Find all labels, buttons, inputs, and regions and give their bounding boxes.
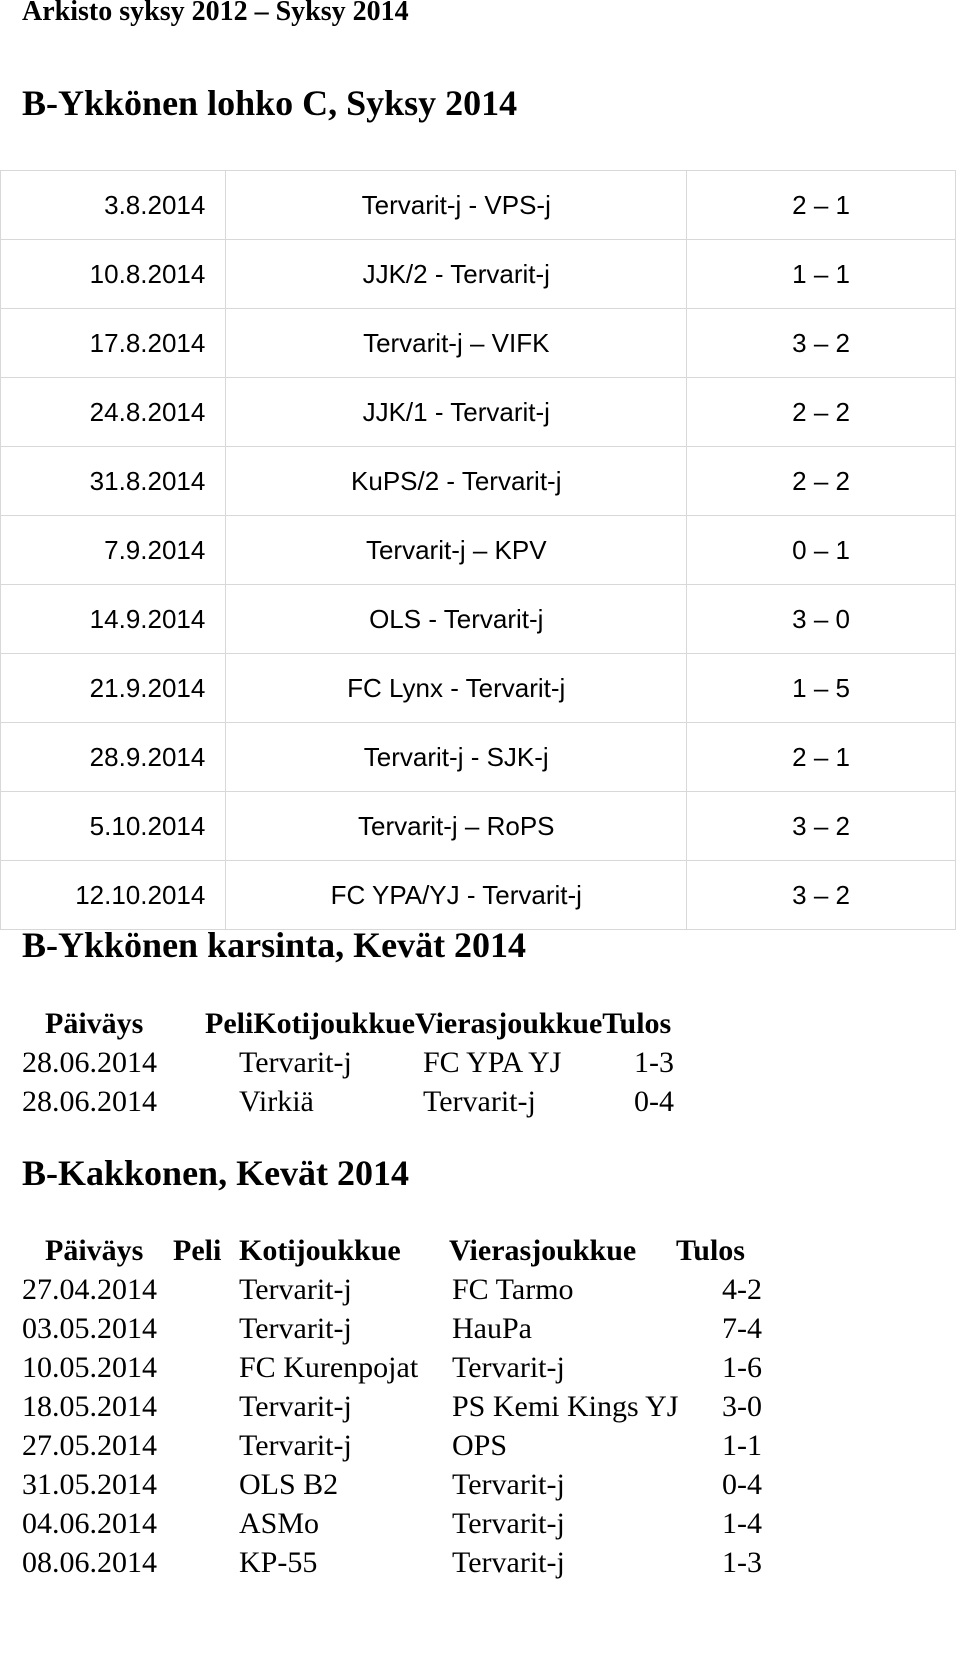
home-team: Tervarit-j: [239, 1046, 352, 1079]
match-teams: JJK/2 - Tervarit-j: [226, 240, 687, 309]
match-result: 1-4: [722, 1507, 762, 1540]
match-date: 31.8.2014: [1, 447, 226, 516]
away-team: FC YPA YJ: [423, 1046, 562, 1079]
match-date: 18.05.2014: [22, 1390, 157, 1423]
match-score: 3 – 2: [687, 792, 956, 861]
home-team: Tervarit-j: [239, 1273, 352, 1306]
match-score: 1 – 5: [687, 654, 956, 723]
section-title-b-kakkonen: B-Kakkonen, Kevät 2014: [22, 1153, 410, 1193]
table-row: [1, 585, 956, 654]
match-date: 12.10.2014: [1, 861, 226, 930]
match-date: 5.10.2014: [1, 792, 226, 861]
match-score: 2 – 1: [687, 171, 956, 240]
match-teams: OLS - Tervarit-j: [226, 585, 687, 654]
table-row: [22, 1426, 762, 1465]
match-result: 7-4: [722, 1312, 762, 1345]
table-row: [1, 171, 956, 240]
page-title: Arkisto syksy 2012 – Syksy 2014: [22, 0, 409, 27]
away-team: Tervarit-j: [452, 1507, 565, 1540]
match-teams: Tervarit-j - VPS-j: [226, 171, 687, 240]
match-date: 28.06.2014: [22, 1046, 157, 1079]
match-score: 3 – 0: [687, 585, 956, 654]
match-date: 10.05.2014: [22, 1351, 157, 1384]
header-vierasjoukkue: Vierasjoukkue: [449, 1234, 637, 1267]
match-score: 2 – 1: [687, 723, 956, 792]
match-teams: KuPS/2 - Tervarit-j: [226, 447, 687, 516]
match-date: 17.8.2014: [1, 309, 226, 378]
table-row: [1, 309, 956, 378]
match-result: 1-3: [722, 1546, 762, 1579]
match-date: 31.05.2014: [22, 1468, 157, 1501]
away-team: Tervarit-j: [452, 1351, 565, 1384]
home-team: KP-55: [239, 1546, 318, 1579]
match-teams: Tervarit-j – VIFK: [226, 309, 687, 378]
match-result: 0-4: [634, 1085, 674, 1118]
home-team: OLS B2: [239, 1468, 339, 1501]
karsinta-table: [22, 1004, 674, 1121]
match-date: 08.06.2014: [22, 1546, 157, 1579]
home-team: Tervarit-j: [239, 1390, 352, 1423]
away-team: Tervarit-j: [452, 1546, 565, 1579]
table-row: [22, 1348, 762, 1387]
match-teams: FC Lynx - Tervarit-j: [226, 654, 687, 723]
b-kakkonen-table: [22, 1231, 762, 1582]
table-row: [1, 792, 956, 861]
match-score: 2 – 2: [687, 378, 956, 447]
header-peli: Peli: [173, 1234, 222, 1267]
match-result: 0-4: [722, 1468, 762, 1501]
match-score: 2 – 2: [687, 447, 956, 516]
header-tulos: Tulos: [602, 1007, 672, 1040]
match-result: 1-1: [722, 1429, 762, 1462]
match-teams: JJK/1 - Tervarit-j: [226, 378, 687, 447]
header-tulos: Tulos: [676, 1234, 745, 1267]
results-table-lohko-c: [0, 170, 956, 930]
match-date: 03.05.2014: [22, 1312, 157, 1345]
match-score: 1 – 1: [687, 240, 956, 309]
table-row: [1, 447, 956, 516]
match-result: 3-0: [722, 1390, 762, 1423]
away-team: PS Kemi Kings YJ: [452, 1390, 679, 1423]
table-row: [1, 378, 956, 447]
home-team: Virkiä: [239, 1085, 314, 1118]
away-team: Tervarit-j: [423, 1085, 536, 1118]
away-team: Tervarit-j: [452, 1468, 565, 1501]
header-paivays: Päiväys: [45, 1007, 144, 1040]
home-team: Tervarit-j: [239, 1312, 352, 1345]
match-result: 1-3: [634, 1046, 674, 1079]
table-row: [22, 1270, 762, 1309]
table-row: [22, 1543, 762, 1582]
match-teams: FC YPA/YJ - Tervarit-j: [226, 861, 687, 930]
match-teams: Tervarit-j – KPV: [226, 516, 687, 585]
match-result: 1-6: [722, 1351, 762, 1384]
table-row: [22, 1309, 762, 1348]
home-team: Tervarit-j: [239, 1429, 352, 1462]
match-date: 24.8.2014: [1, 378, 226, 447]
match-date: 7.9.2014: [1, 516, 226, 585]
table-row: [1, 654, 956, 723]
away-team: FC Tarmo: [452, 1273, 574, 1306]
match-date: 04.06.2014: [22, 1507, 157, 1540]
match-teams: Tervarit-j - SJK-j: [226, 723, 687, 792]
header-kotijoukkue: Kotijoukkue: [253, 1007, 416, 1040]
table-header: [22, 1231, 762, 1270]
match-date: 27.05.2014: [22, 1429, 157, 1462]
match-date: 28.9.2014: [1, 723, 226, 792]
table-row: [1, 516, 956, 585]
match-date: 28.06.2014: [22, 1085, 157, 1118]
header-kotijoukkue: Kotijoukkue: [239, 1234, 401, 1267]
header-paivays: Päiväys: [45, 1234, 144, 1267]
table-row: [22, 1387, 762, 1426]
section-title-karsinta: B-Ykkönen karsinta, Kevät 2014: [22, 925, 527, 965]
match-score: 3 – 2: [687, 309, 956, 378]
table-row: [1, 861, 956, 930]
match-score: 3 – 2: [687, 861, 956, 930]
match-score: 0 – 1: [687, 516, 956, 585]
home-team: FC Kurenpojat: [239, 1351, 419, 1384]
header-vierasjoukkue: Vierasjoukkue: [415, 1007, 603, 1040]
table-row: [22, 1082, 674, 1121]
away-team: HauPa: [452, 1312, 532, 1345]
match-date: 3.8.2014: [1, 171, 226, 240]
table-row: [1, 240, 956, 309]
table-row: [1, 723, 956, 792]
match-date: 10.8.2014: [1, 240, 226, 309]
match-date: 21.9.2014: [1, 654, 226, 723]
match-date: 27.04.2014: [22, 1273, 157, 1306]
table-row: [22, 1465, 762, 1504]
away-team: OPS: [452, 1429, 508, 1462]
table-row: [22, 1504, 762, 1543]
table-header: [22, 1004, 674, 1043]
table-row: [22, 1043, 674, 1082]
header-peli: Peli: [205, 1007, 254, 1040]
match-result: 4-2: [722, 1273, 762, 1306]
section-title-b-ykkonen-lohko-c: B-Ykkönen lohko C, Syksy 2014: [22, 83, 518, 123]
home-team: ASMo: [239, 1507, 320, 1540]
match-date: 14.9.2014: [1, 585, 226, 654]
match-teams: Tervarit-j – RoPS: [226, 792, 687, 861]
